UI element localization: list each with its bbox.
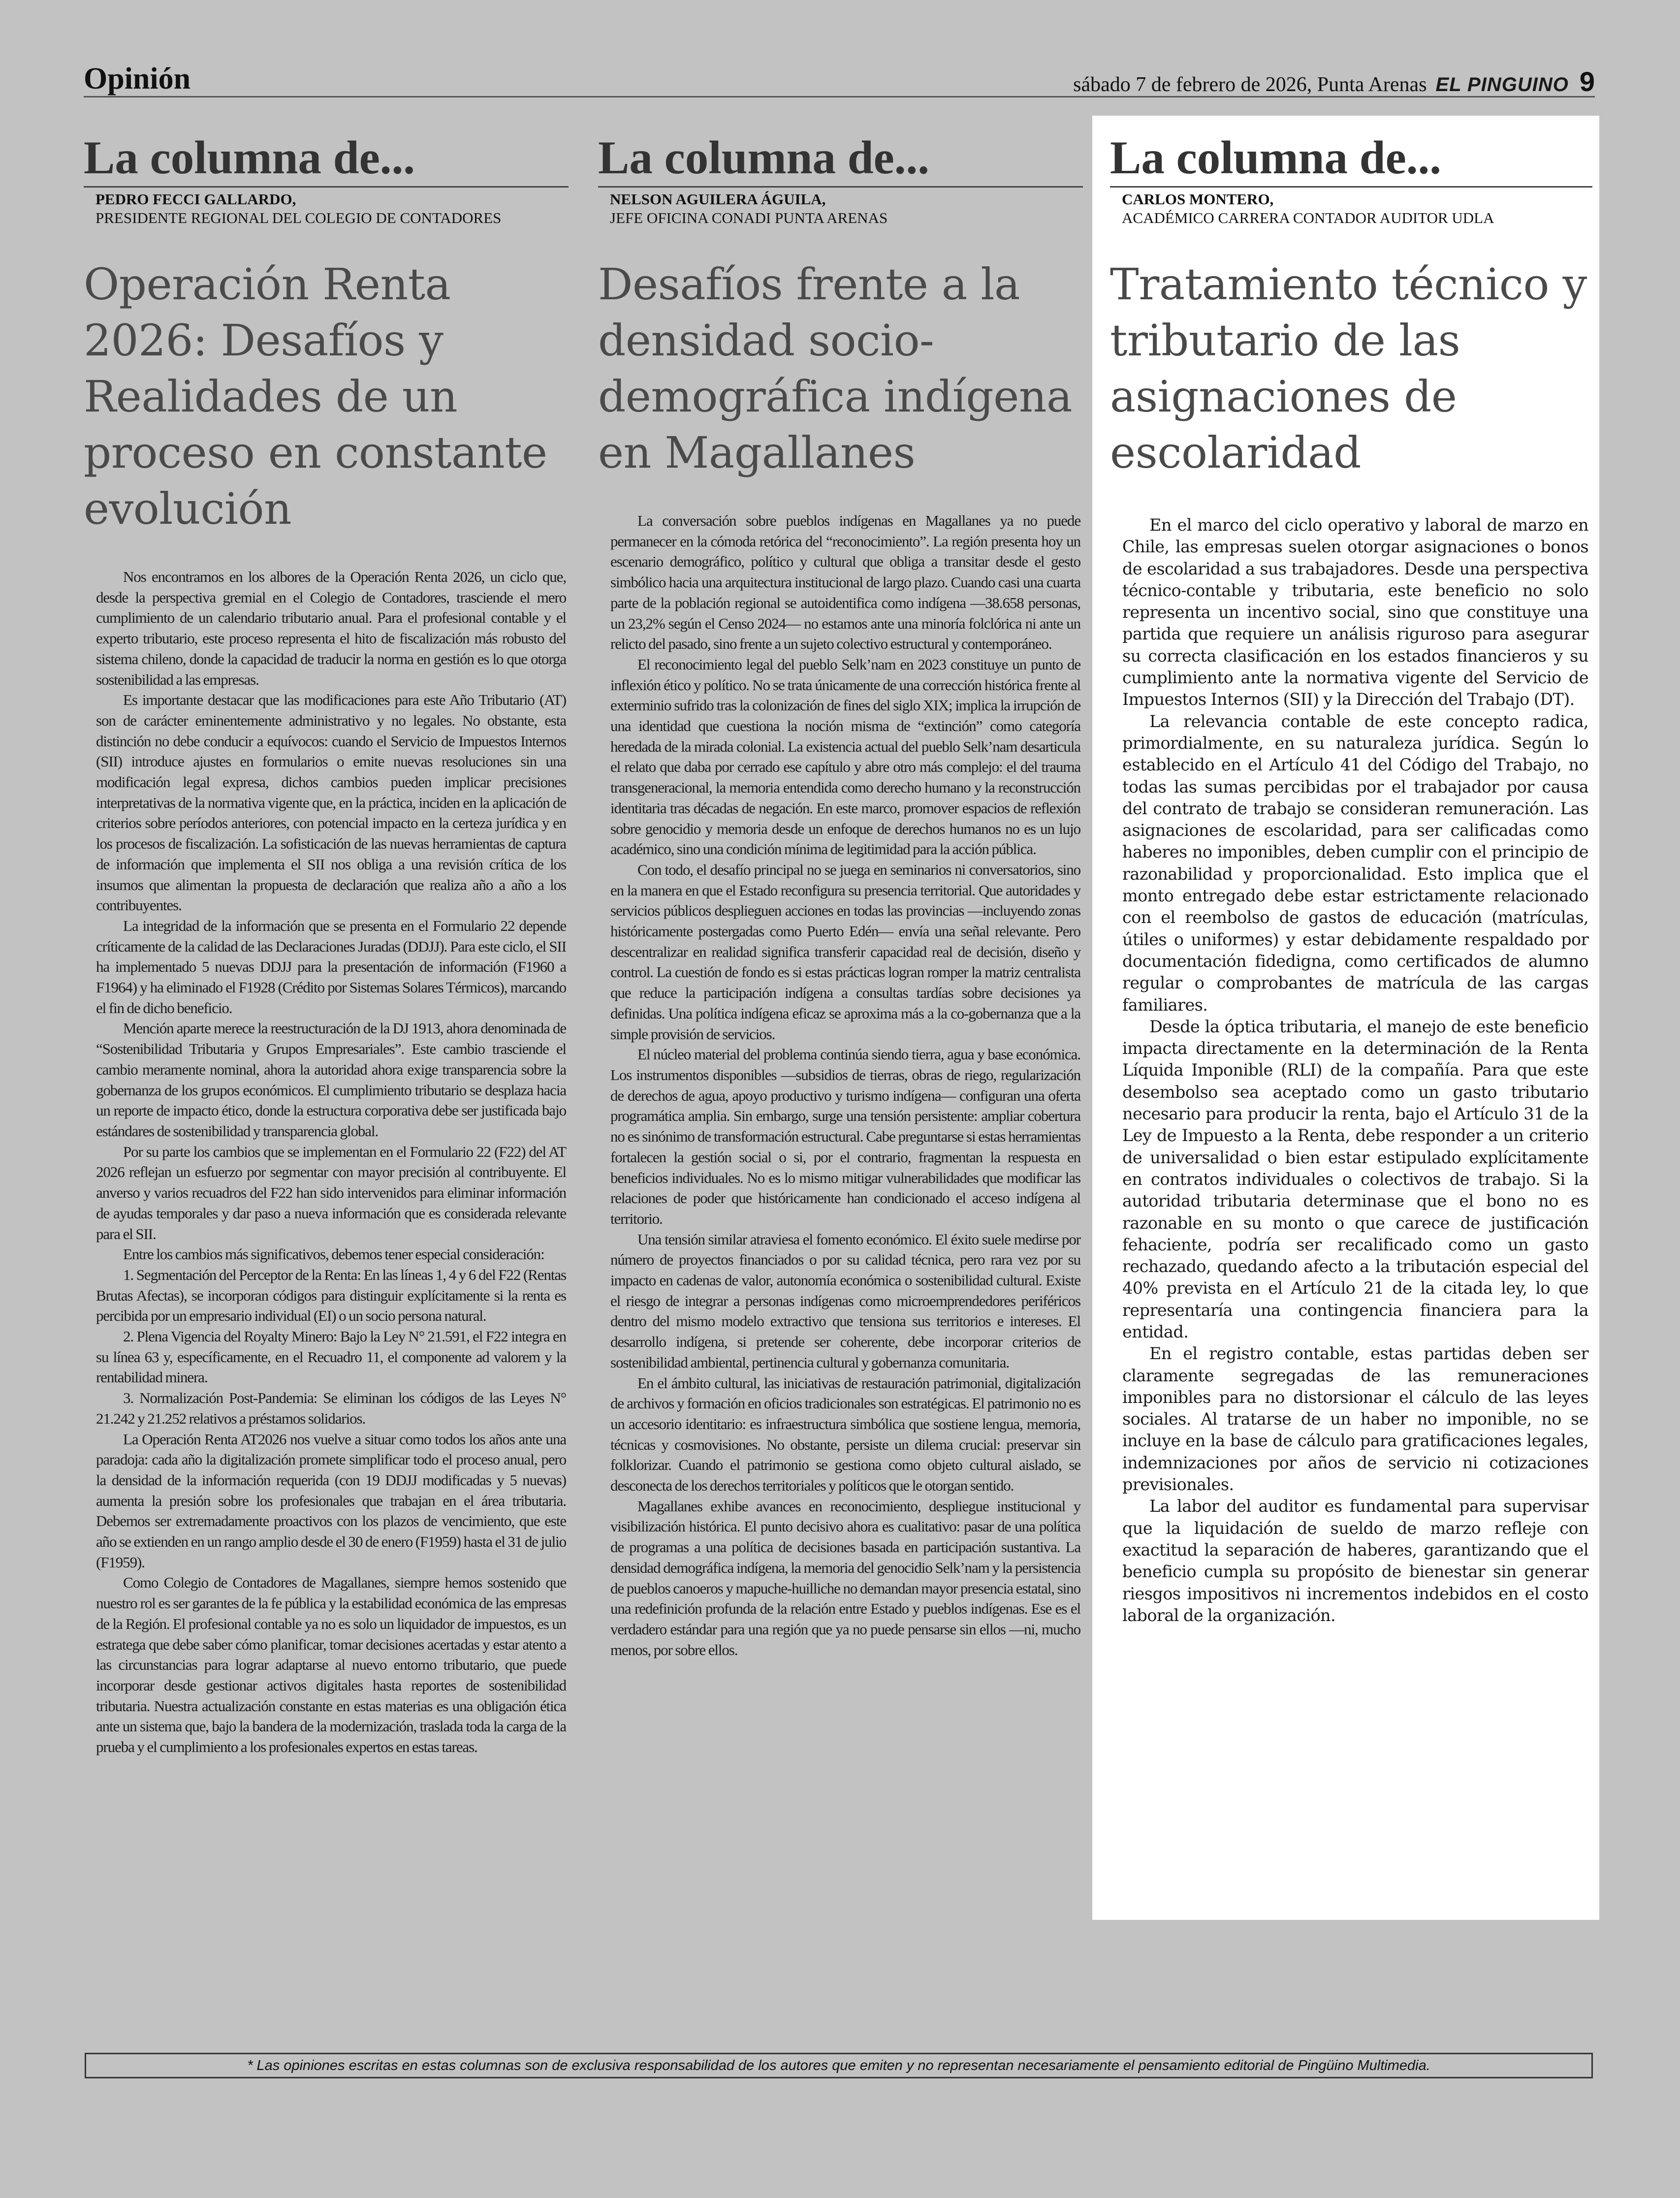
article-list-item: 3. Normalización Post-Pandemia: Se eliminan los códigos de las Leyes N° 21.242 y 21.252 relativos a préstamos solidarios. <box>96 1389 566 1427</box>
opinion-column-2 <box>598 116 1083 1660</box>
article-paragraph: En el registro contable, estas partidas deben ser claramente segregadas de las remuneraciones imponibles para no distorsionar el cálculo de las leyes sociales. Al tratarse de un haber no imponible, no se incluye en la base de cálculo para gratificaciones legales, indemnizaciones por años de servicio ni cotizaciones previsionales. <box>1122 1344 1588 1495</box>
author-role: ACADÉMICO CARRERA CONTADOR AUDITOR UDLA <box>1122 209 1494 226</box>
page-number: 9 <box>1579 66 1595 97</box>
article-paragraph: En el marco del ciclo operativo y laboral de marzo en Chile, las empresas suelen otorgar asignaciones o bonos de escolaridad a sus trabajadores. Desde una perspectiva técnico-contable y tributaria, este beneficio no solo representa un incentivo social, sino que constituye una partida que requiere un análisis riguroso para asegurar su correcta clasificación en los estados financieros y su cumplimiento ante la normativa vigente del Servicio de Impuestos Internos (SII) y la Dirección del Trabajo (DT). <box>1122 515 1588 709</box>
author-role: JEFE OFICINA CONADI PUNTA ARENAS <box>610 209 888 226</box>
article-paragraph: Es importante destacar que las modificaciones para este Año Tributario (AT) son de carácter eminentemente administrativo y no legales. No obstante, esta distinción no debe conducir a equívocos: cuando el Servicio de Impuestos Internos (SII) introduce ajustes en formularios o emite nuevas resoluciones sin una modificación legal expresa, dichos cambios pueden implicar precisiones interpretativas de la normativa vigente que, en la práctica, inciden en la aplicación de criterios sobre períodos anteriores, con potencial impacto en la certeza jurídica y en los procesos de fiscalización. La sofisticación de las nuevas herramientas de captura de información que implementa el SII nos obliga a una revisión crítica de los insumos que alimentan la propuesta de declaración que realiza año a año a los contribuyentes. <box>96 691 566 914</box>
article-headline: Desafíos frente a la densidad socio-demográfica indígena en Magallanes <box>598 259 1072 478</box>
column-kicker: La columna de... <box>598 131 929 184</box>
author-role: PRESIDENTE REGIONAL DEL COLEGIO DE CONTADORES <box>95 209 502 226</box>
article-paragraph: Magallanes exhibe avances en reconocimiento, despliegue institucional y visibilización histórica. El punto decisivo ahora es cualitativo: pasar de una política de programas a una política de decisiones basada en participación sustantiva. La densidad demográfica indígena, la memoria del genocidio Selk’nam y la persistencia de pueblos canoeros y mapuche-huilliche no demandan mayor presencia estatal, sino una redefinición profunda de la relación entre Estado y pueblos indígenas. Ese es el verdadero estándar para una región que ya no puede pensarse sin ellos —ni, mucho menos, por sobre ellos. <box>610 1497 1080 1658</box>
article-paragraph: Desde la óptica tributaria, el manejo de este beneficio impacta directamente en la determinación de la Renta Líquida Imponible (RLI) de la compañía. Para que este desembolso sea aceptado como un gasto tributario necesario para producir la renta, bajo el Artículo 31 de la Ley de Impuesto a la Renta, debe responder a un criterio de universalidad o bien estar estipulado explícitamente en contratos individuales o colectivos de trabajo. Si la autoridad tributaria determinase que el bono no es razonable en su monto o que carece de justificación fehaciente, podría ser recalificado como un gasto rechazado, quedando afecto a la tributación especial del 40% prevista en el Artículo 21 de la citada ley, lo que representaría una contingencia financiera para la entidad. <box>1122 1017 1588 1341</box>
opinion-column-1 <box>84 116 569 1757</box>
article-body <box>598 510 1083 1660</box>
author-name: PEDRO FECCI GALLARDO, <box>95 191 296 208</box>
article-paragraph: La conversación sobre pueblos indígenas en Magallanes ya no puede permanecer en la cómoda retórica del “reconocimiento”. La región presenta hoy un escenario demográfico, político y cultural que obliga a transitar desde el gesto simbólico hacia una arquitectura institucional de largo plazo. Cuando casi una cuarta parte de la población regional se autoidentifica como indígena —38.658 personas, un 23,2% según el Censo 2024— no estamos ante una minoría folclórica ni ante un relicto del pasado, sino frente a un sujeto colectivo estructural y contemporáneo. <box>610 512 1080 653</box>
date-line: sábado 7 de febrero de 2026, Punta Arenas <box>1073 73 1427 96</box>
article-body <box>1110 514 1592 1626</box>
article-paragraph: La integridad de la información que se presenta en el Formulario 22 depende críticamente de la calidad de las Declaraciones Juradas (DDJJ). Para este ciclo, el SII ha implementado 5 nuevas DDJJ para la presentación de información (F1960 a F1964) y ha eliminado el F1928 (Crédito por Sistemas Solares Térmicos), marcando el fin de dicho beneficio. <box>96 917 566 1017</box>
article-paragraph: Por su parte los cambios que se implementan en el Formulario 22 (F22) del AT 2026 reflejan un esfuerzo por segmentar con mayor precisión al contribuyente. El anverso y varios recuadros del F22 han sido intervenidos para eliminar información de ayudas temporales y dar paso a nueva información que es considerada relevante para el SII. <box>96 1143 566 1242</box>
article-paragraph: Con todo, el desafío principal no se juega en seminarios ni conversatorios, sino en la manera en que el Estado reconfigura su presencia territorial. Que autoridades y servicios públicos desplieguen acciones en todas las provincias —incluyendo zonas históricamente postergadas como Puerto Edén— envía una señal relevante. Pero descentralizar en realidad significa transferir capacidad real de decisión, diseño y control. La cuestión de fondo es si estas prácticas logran romper la matriz centralista que reduce la participación indígena a consultas tardías sobre decisiones ya definidas. Una política indígena eficaz se aproxima más a la co-gobernanza que a la simple provisión de servicios. <box>610 860 1080 1043</box>
article-paragraph: La labor del auditor es fundamental para supervisar que la liquidación de sueldo de marzo refleje con exactitud la separación de haberes, garantizando que el beneficio cumpla su propósito de bienestar sin generar riesgos impositivos ni incrementos indebidos en el costo laboral de la organización. <box>1122 1497 1588 1625</box>
article-list-item: 2. Plena Vigencia del Royalty Minero: Bajo la Ley N° 21.591, el F22 integra en su línea 63 y, específicamente, en el Recuadro 11, el componente ad valorem y la rentabilidad minera. <box>96 1328 566 1386</box>
author-name: CARLOS MONTERO, <box>1122 191 1274 208</box>
article-paragraph: En el ámbito cultural, las iniciativas de restauración patrimonial, digitalización de archivos y formación en oficios tradicionales son estratégicas. El patrimonio no es un accesorio identitario: es infraestructura simbólica que sostiene lengua, memoria, técnicas y cosmovisiones. No obstante, persiste un dilema crucial: preservar sin folklorizar. Cuando el patrimonio se gestiona como objeto cultural aislado, se desconecta de los derechos territoriales y políticos que le otorgan sentido. <box>610 1374 1080 1495</box>
kicker-divider <box>598 186 1083 188</box>
editorial-disclaimer: * Las opiniones escritas en estas columnas son de exclusiva responsabilidad de los autores que emiten y no representan necesariamente el pensamiento editorial de Pingüino Multimedia. <box>85 2053 1593 2078</box>
kicker-divider <box>1110 186 1592 188</box>
article-paragraph: La relevancia contable de este concepto radica, primordialmente, en su naturaleza jurídica. Según lo establecido en el Artículo 41 del Código del Trabajo, no todas las sumas percibidas por el trabajador por causa del contrato de trabajo se consideran remuneración. Las asignaciones de escolaridad, para ser calificadas como haberes no imponibles, deben cumplir con el principio de razonabilidad y proporcionalidad. Esto implica que el monto entregado debe estar estrictamente relacionado con el reembolso de gastos de educación (matrículas, útiles o uniformes) y estar debidamente respaldado por documentación fidedigna, como certificados de alumno regular o comprobantes de matrícula de las cargas familiares. <box>1122 711 1588 1015</box>
column-kicker: La columna de... <box>84 131 415 184</box>
article-headline: Tratamiento técnico y tributario de las asignaciones de escolaridad <box>1110 259 1587 478</box>
article-paragraph: El núcleo material del problema continúa siendo tierra, agua y base económica. Los instrumentos disponibles —subsidios de tierras, obras de riego, regularización de derechos de agua, apoyo productivo y turismo indígena— configuran una oferta programática amplia. Sin embargo, surge una tensión persistente: ampliar cobertura no es sinónimo de transformación estructural. Cabe preguntarse si estas herramientas fortalecen la gestión social o si, por el contrario, fragmentan la respuesta en beneficios individuales. No es lo mismo mitigar vulnerabilidades que modificar las relaciones de poder que históricamente han condicionado el acceso indígena al territorio. <box>610 1046 1080 1227</box>
article-paragraph: Como Colegio de Contadores de Magallanes, siempre hemos sostenido que nuestro rol es ser garantes de la fe pública y la estabilidad económica de las empresas de la Región. El profesional contable ya no es solo un liquidador de impuestos, es un estratega que debe saber cómo planificar, tomar decisiones acertadas y estar atento a las circunstancias para lograr adaptarse al nuevo entorno tributario, que puede incorporar desde gestionar activos digitales hasta reportes de sostenibilidad tributaria. Nuestra actualización constante en estas materias es una obligación ética ante un sistema que, bajo la bandera de la modernización, traslada toda la carga de la prueba y el cumplimiento a los profesionales expertos en estas tareas. <box>96 1574 566 1756</box>
kicker-divider <box>84 186 569 188</box>
article-body <box>84 567 569 1757</box>
article-paragraph: Una tensión similar atraviesa el fomento económico. El éxito suele medirse por número de proyectos financiados o por su calidad técnica, pero rara vez por su impacto en cadenas de valor, autonomía económica o sostenibilidad cultural. Existe el riesgo de integrar a personas indígenas como microemprendedores periféricos dentro del mismo modelo extractivo que tensiona sus territorios e intereses. El desarrollo indígena, si pretende ser coherente, debe incorporar criterios de sostenibilidad ambiental, pertinencia cultural y gobernanza comunitaria. <box>610 1230 1080 1371</box>
author-name: NELSON AGUILERA ÁGUILA, <box>610 191 826 208</box>
column-kicker: La columna de... <box>1110 131 1441 184</box>
article-paragraph: La Operación Renta AT2026 nos vuelve a situar como todos los años ante una paradoja: cada año la digitalización promete simplificar todo el proceso anual, pero la densidad de la información requerida (con 19 DDJJ modificadas y 5 nuevas) aumenta la presión sobre los profesionales que trabajan en el área tributaria. Debemos ser extremadamente proactivos con los plazos de vencimiento, que este año se extienden en un rango amplio desde el 30 de enero (F1959) hasta el 31 de julio (F1959). <box>96 1430 566 1571</box>
article-paragraph: Nos encontramos en los albores de la Operación Renta 2026, un ciclo que, desde la perspectiva gremial en el Colegio de Contadores, trasciende el mero cumplimiento de un calendario tributario anual. Para el profesional contable y el experto tributario, este proceso representa el hito de fiscalización más robusto del sistema chileno, donde la capacidad de traducir la norma en gestión es lo que otorga sostenibilidad a las empresas. <box>96 568 566 688</box>
article-paragraph: Mención aparte merece la reestructuración de la DJ 1913, ahora denominada de “Sostenibilidad Tributaria y Grupos Empresariales”. Este cambio trasciende el cambio meramente nominal, ahora la autoridad ahora exige transparencia sobre la gobernanza de los grupos económicos. El cumplimiento tributario se desplaza hacia un reporte de impacto ético, donde la estructura corporativa debe ser justificada bajo estándares de sostenibilidad y transparencia global. <box>96 1019 566 1140</box>
masthead-logo: EL PINGUINO <box>1435 74 1569 96</box>
article-headline: Operación Renta 2026: Desafíos y Realidades de un proceso en constante evolución <box>84 259 547 534</box>
opinion-column-3 <box>1110 116 1592 1626</box>
section-name: Opinión <box>84 62 191 96</box>
article-paragraph: Entre los cambios más significativos, debemos tener especial consideración: <box>123 1245 544 1263</box>
header-info <box>1073 65 1595 97</box>
article-list-item: 1. Segmentación del Perceptor de la Renta: En las líneas 1, 4 y 6 del F22 (Rentas Brutas Afectas), se incorporan códigos para distinguir explícitamente si la renta es percibida por un empresario individual (EI) o un socio persona natural. <box>96 1266 566 1325</box>
page-header <box>84 62 1595 97</box>
article-paragraph: El reconocimiento legal del pueblo Selk’nam en 2023 constituye un punto de inflexión ético y político. No se trata únicamente de una corrección histórica frente al exterminio sufrido tras la colonización de fines del siglo XIX; implica la irrupción de una identidad que cuestiona la noción misma de “extinción” como categoría heredada de la mirada colonial. La existencia actual del pueblo Selk’nam desarticula el relato que daba por cerrado ese capítulo y abre otro más complejo: el del trauma transgeneracional, la memoria entendida como derecho humano y la reconstrucción identitaria tras décadas de negación. En este marco, promover espacios de reflexión sobre genocidio y memoria desde un enfoque de derechos humanos no es un lujo académico, sino una condición mínima de legitimidad para la acción pública. <box>610 655 1080 858</box>
